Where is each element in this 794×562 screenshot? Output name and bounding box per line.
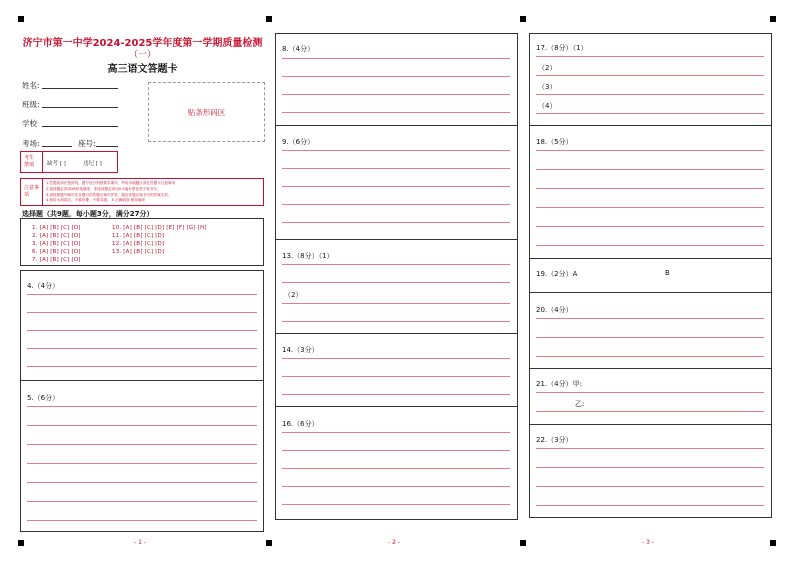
- seat-label: 座号:: [78, 139, 96, 148]
- answer-line[interactable]: [27, 348, 257, 349]
- page-number: - 2 -: [388, 539, 400, 546]
- answer-line[interactable]: [282, 282, 510, 283]
- answer-line[interactable]: [536, 411, 764, 412]
- alignment-marker: [266, 16, 272, 22]
- answer-line[interactable]: [282, 450, 510, 451]
- question-14-label: 14.（3分）: [282, 346, 319, 354]
- choice-row[interactable]: 2. [A] [B] [C] [D]: [32, 233, 81, 239]
- answer-card-title: 高三语文答题卡: [107, 64, 178, 75]
- exam-title: 济宁市第一中学2024-2025学年度第一学期质量检测: [22, 38, 263, 49]
- answer-line[interactable]: [282, 94, 510, 95]
- answer-line[interactable]: [282, 486, 510, 487]
- seat-field[interactable]: [96, 146, 118, 147]
- choice-row[interactable]: 13. [A] [B] [C] [D]: [112, 249, 165, 255]
- answer-line[interactable]: [27, 482, 257, 483]
- answer-line[interactable]: [536, 207, 764, 208]
- answer-line[interactable]: [282, 150, 510, 151]
- question-21-b-label: 乙:: [575, 400, 585, 408]
- alignment-marker: [18, 16, 24, 22]
- answer-line[interactable]: [536, 337, 764, 338]
- barcode-area: 贴条形码区: [148, 82, 265, 142]
- answer-line[interactable]: [282, 376, 510, 377]
- note-line: 1.答题前请在密封线、题号处分别按要求填写，考场未填题区请在答题卡注意事项: [46, 181, 176, 185]
- candidate-label: 考生禁填: [24, 155, 35, 168]
- answer-line[interactable]: [27, 501, 257, 502]
- question-17-label: 17.（8分）（1）: [536, 44, 588, 52]
- notes-label: 注意事项: [24, 185, 40, 198]
- class-label: 班级:: [22, 100, 40, 109]
- name-label: 姓名:: [22, 81, 40, 90]
- candidate-box: [20, 151, 118, 173]
- question-21-label: 21.（4分）甲:: [536, 380, 582, 388]
- school-field[interactable]: [42, 126, 118, 127]
- name-field[interactable]: [42, 88, 118, 89]
- answer-line[interactable]: [282, 58, 510, 59]
- answer-line[interactable]: [536, 169, 764, 170]
- answer-line[interactable]: [536, 505, 764, 506]
- question-19-b-label: B: [665, 269, 670, 277]
- answer-line[interactable]: [282, 222, 510, 223]
- answer-line[interactable]: [536, 392, 764, 393]
- exam-room-field[interactable]: [42, 146, 72, 147]
- choice-row[interactable]: 12. [A] [B] [C] [D]: [112, 241, 165, 247]
- answer-line[interactable]: [536, 356, 764, 357]
- answer-line[interactable]: [536, 188, 764, 189]
- answer-line[interactable]: [282, 76, 510, 77]
- answer-box-page2: [275, 33, 518, 520]
- answer-line[interactable]: [282, 468, 510, 469]
- answer-line[interactable]: [282, 112, 510, 113]
- exam-subtitle: （一）: [128, 50, 156, 60]
- answer-line[interactable]: [536, 113, 764, 114]
- answer-line[interactable]: [282, 186, 510, 187]
- answer-line[interactable]: [536, 94, 764, 95]
- answer-line[interactable]: [282, 321, 510, 322]
- page-number: - 1 -: [134, 539, 146, 546]
- choice-row[interactable]: 1. [A] [B] [C] [D]: [32, 225, 81, 231]
- note-line: 4.保持卡面清洁，不要折叠、不要弄破。 5.正确填涂 错误填涂: [46, 198, 145, 203]
- answer-line[interactable]: [282, 358, 510, 359]
- answer-line[interactable]: [27, 520, 257, 521]
- question-8-label: 8.（4分）: [282, 45, 315, 53]
- answer-line[interactable]: [27, 312, 257, 313]
- question-9-label: 9.（6分）: [282, 138, 315, 146]
- question-20-label: 20.（4分）: [536, 306, 573, 314]
- violation-checkbox[interactable]: 违纪 [ ]: [83, 161, 102, 167]
- question-17-2-label: （2）: [538, 64, 557, 72]
- choice-row[interactable]: 11. [A] [B] [C] [D]: [112, 233, 165, 239]
- answer-line[interactable]: [536, 467, 764, 468]
- answer-line[interactable]: [282, 264, 510, 265]
- alignment-marker: [770, 16, 776, 22]
- answer-line[interactable]: [282, 394, 510, 395]
- answer-line[interactable]: [282, 168, 510, 169]
- alignment-marker: [770, 540, 776, 546]
- question-13-label: 13.（8分）（1）: [282, 252, 334, 260]
- choice-row[interactable]: 10. [A] [B] [C] [D] [E] [F] [G] [H]: [112, 225, 207, 231]
- answer-line[interactable]: [536, 318, 764, 319]
- question-18-label: 18.（5分）: [536, 138, 573, 146]
- question-22-label: 22.（3分）: [536, 436, 573, 444]
- class-field[interactable]: [42, 107, 118, 108]
- answer-line[interactable]: [536, 245, 764, 246]
- alignment-marker: [266, 540, 272, 546]
- question-17-4-label: （4）: [538, 102, 557, 110]
- question-16-label: 16.（6分）: [282, 420, 319, 428]
- alignment-marker: [18, 540, 24, 546]
- choice-header: 选择题（共9题，每小题3分，满分27分）: [22, 210, 154, 218]
- question-13-2-label: （2）: [284, 291, 303, 299]
- answer-line[interactable]: [536, 75, 764, 76]
- answer-line[interactable]: [27, 463, 257, 464]
- question-17-3-label: （3）: [538, 83, 557, 91]
- question-4-label: 4.（4分）: [27, 282, 60, 290]
- answer-line[interactable]: [27, 366, 257, 367]
- answer-line[interactable]: [536, 486, 764, 487]
- answer-line[interactable]: [282, 303, 510, 304]
- answer-line[interactable]: [27, 294, 257, 295]
- school-label: 学校: [22, 119, 37, 128]
- answer-line[interactable]: [27, 444, 257, 445]
- exam-room-label: 考场:: [22, 139, 40, 148]
- answer-line[interactable]: [27, 406, 257, 407]
- alignment-marker: [520, 540, 526, 546]
- choice-row[interactable]: 7. [A] [B] [C] [D]: [32, 257, 81, 263]
- choice-row[interactable]: 3. [A] [B] [C] [D]: [32, 241, 81, 247]
- alignment-marker: [520, 16, 526, 22]
- notes-box: [20, 178, 264, 206]
- answer-line[interactable]: [282, 504, 510, 505]
- question-19-label: 19.（2分）A: [536, 270, 578, 278]
- page-number: - 3 -: [642, 539, 654, 546]
- answer-line[interactable]: [536, 56, 764, 57]
- absent-checkbox[interactable]: 缺考 [ ]: [47, 161, 66, 167]
- answer-line[interactable]: [536, 448, 764, 449]
- note-line: 2.选择题必须用2B铅笔填涂，非选择题必须用0.5毫米黑色签字笔书写，: [46, 186, 161, 191]
- note-line: 3.请按照题号顺序在各题目的答题区域内作答，超出答题区域书写的答案无效；: [46, 192, 172, 197]
- answer-line[interactable]: [27, 425, 257, 426]
- answer-line[interactable]: [282, 432, 510, 433]
- answer-line[interactable]: [536, 226, 764, 227]
- answer-line[interactable]: [27, 330, 257, 331]
- choice-row[interactable]: 6. [A] [B] [C] [D]: [32, 249, 81, 255]
- answer-line[interactable]: [282, 204, 510, 205]
- question-5-label: 5.（6分）: [27, 394, 60, 402]
- answer-line[interactable]: [536, 150, 764, 151]
